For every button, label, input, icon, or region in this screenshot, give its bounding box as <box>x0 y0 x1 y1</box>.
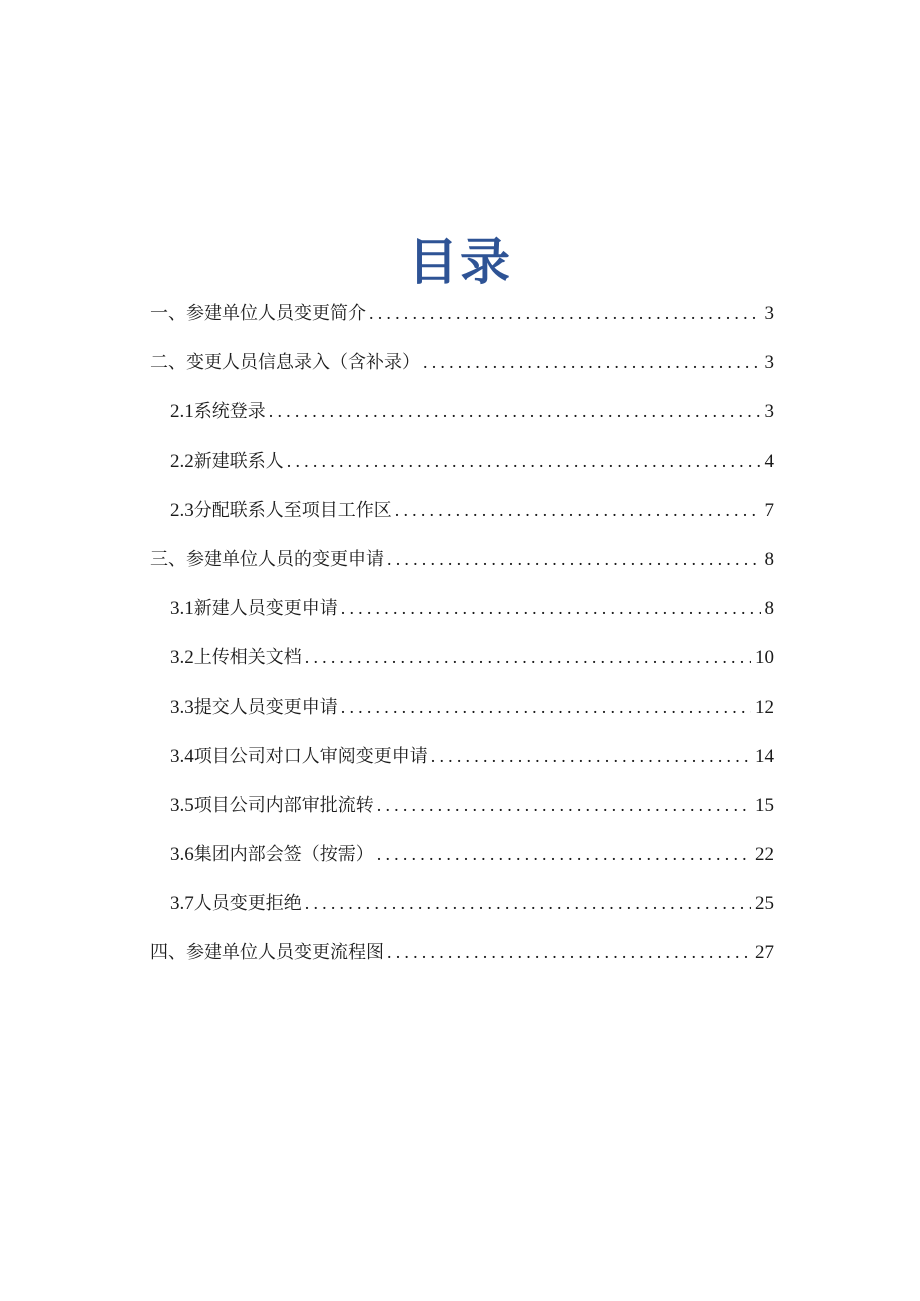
toc-entry-number: 3.5 <box>170 794 194 816</box>
toc-entry[interactable] <box>150 932 774 981</box>
toc-entry-page: 10 <box>755 647 774 669</box>
toc-entry-page: 8 <box>764 598 774 620</box>
toc-entry-number: 3.4 <box>170 745 194 767</box>
toc-leader-dots <box>269 391 761 431</box>
toc-entry-page: 3 <box>764 303 774 324</box>
toc-leader-dots <box>387 932 751 972</box>
toc-leader-dots <box>431 736 751 776</box>
toc-entry[interactable] <box>150 342 774 391</box>
toc-entry-number: 3.2 <box>170 647 194 669</box>
toc-entry-text: 二、变更人员信息录入（含补录） <box>150 352 420 374</box>
toc-entry-number: 2.2 <box>170 450 194 472</box>
toc-entry-number: 2.3 <box>170 499 194 521</box>
toc-entry-text: 集团内部会签（按需） <box>193 844 374 866</box>
toc-leader-dots <box>387 539 761 579</box>
toc-entry-text: 分配联系人至项目工作区 <box>193 499 392 521</box>
toc-entry-page: 3 <box>764 401 774 423</box>
toc-entry-number: 3.7 <box>170 893 194 915</box>
toc-leader-dots <box>305 637 751 677</box>
toc-leader-dots <box>423 342 761 382</box>
toc-entry[interactable] <box>150 293 774 342</box>
toc-entry-text: 人员变更拒绝 <box>193 893 302 915</box>
toc-entry-text: 项目公司对口人审阅变更申请 <box>193 745 428 767</box>
toc-entry-page: 7 <box>764 499 774 521</box>
toc-entry-text: 系统登录 <box>193 401 266 423</box>
toc-entry[interactable] <box>150 834 774 883</box>
toc-leader-dots <box>341 588 761 628</box>
toc-entry-page: 27 <box>755 942 774 964</box>
toc-entry[interactable] <box>150 539 774 588</box>
toc-entry-number: 2.1 <box>170 401 194 423</box>
toc-entry-number: 3.3 <box>170 696 194 718</box>
toc-entry-page: 15 <box>755 794 774 816</box>
toc-entry-page: 12 <box>755 696 774 718</box>
toc-leader-dots <box>377 834 751 874</box>
toc-entry[interactable] <box>150 883 774 932</box>
toc-entry[interactable] <box>150 391 774 440</box>
toc-entry-page: 4 <box>764 450 774 472</box>
toc-entry-page: 22 <box>755 844 774 866</box>
toc-leader-dots <box>287 441 761 481</box>
table-of-contents <box>150 293 774 982</box>
toc-entry[interactable] <box>150 588 774 637</box>
toc-entry-text: 三、参建单位人员的变更申请 <box>150 548 384 570</box>
toc-entry-number: 3.6 <box>170 844 194 866</box>
toc-entry-text: 项目公司内部审批流转 <box>193 794 374 816</box>
page-title: 目录 <box>408 231 512 291</box>
toc-entry-page: 14 <box>755 745 774 767</box>
toc-entry-page: 25 <box>755 893 774 915</box>
toc-leader-dots <box>369 293 761 333</box>
toc-entry-text: 新建人员变更申请 <box>193 598 338 620</box>
toc-entry[interactable] <box>150 736 774 785</box>
toc-entry-page: 8 <box>764 548 774 570</box>
toc-entry[interactable] <box>150 687 774 736</box>
toc-entry-text: 上传相关文档 <box>193 647 302 669</box>
toc-entry-text: 提交人员变更申请 <box>193 696 338 718</box>
toc-leader-dots <box>341 687 751 727</box>
toc-entry[interactable] <box>150 785 774 834</box>
toc-entry[interactable] <box>150 637 774 686</box>
toc-entry-page: 3 <box>764 352 774 374</box>
toc-leader-dots <box>305 883 751 923</box>
toc-entry-text: 四、参建单位人员变更流程图 <box>150 942 384 964</box>
toc-leader-dots <box>395 490 761 530</box>
toc-entry[interactable] <box>150 490 774 539</box>
toc-entry-text: 一、参建单位人员变更简介 <box>150 303 366 324</box>
toc-leader-dots <box>377 785 751 825</box>
toc-entry[interactable] <box>150 441 774 490</box>
toc-entry-text: 新建联系人 <box>193 450 284 472</box>
toc-entry-number: 3.1 <box>170 598 194 620</box>
